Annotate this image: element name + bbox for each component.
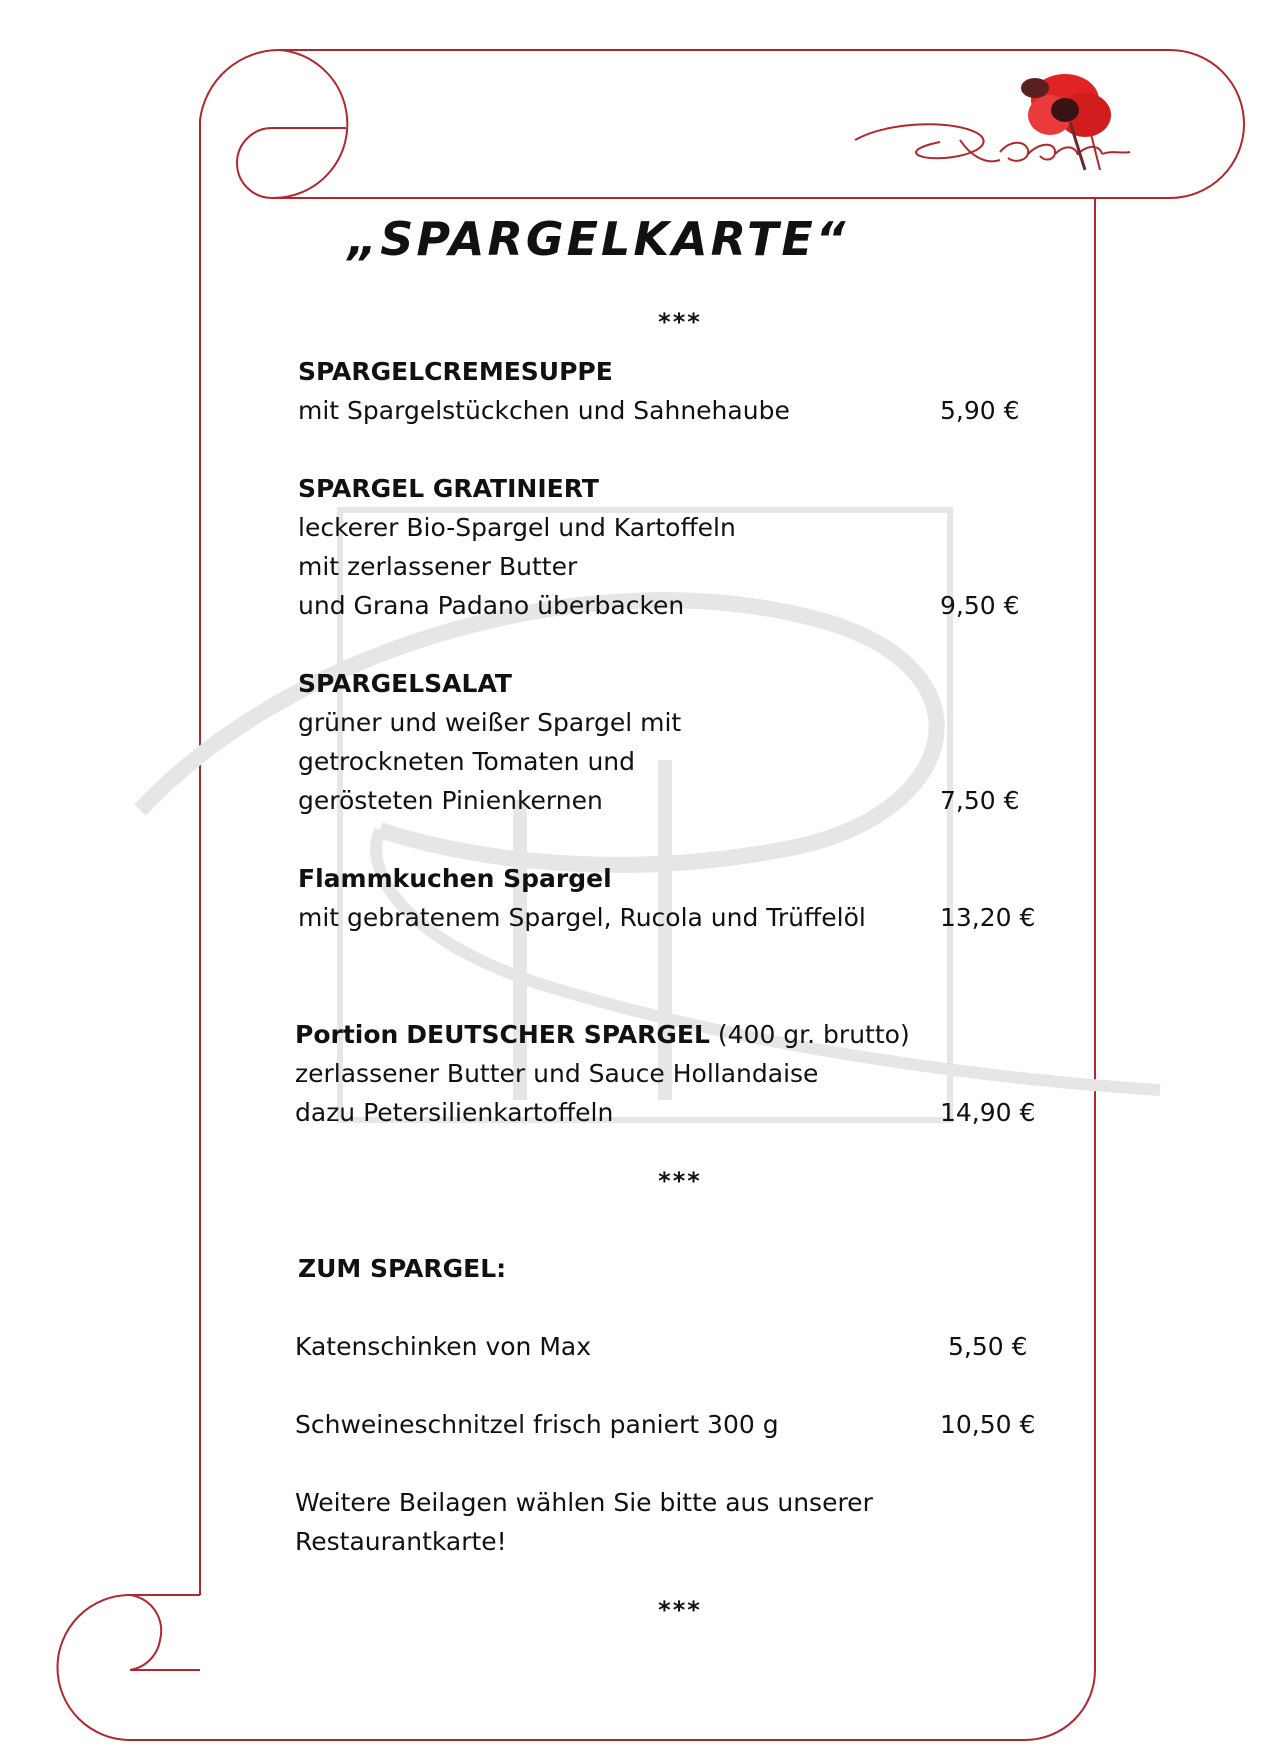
menu-item-name: SPARGELSALAT [298, 669, 512, 698]
menu-item-description: zerlassener Butter und Sauce Hollandaise [295, 1059, 819, 1088]
sides-note [295, 1483, 873, 1561]
menu-item-description: mit zerlassener Butter [298, 552, 578, 581]
menu-item-description: dazu Petersilienkartoffeln [295, 1098, 614, 1127]
menu-item-price: 13,20 € [940, 903, 1036, 932]
side-item-price: 5,50 € [948, 1332, 1028, 1361]
menu-item-description: mit Spargelstückchen und Sahnehaube [298, 396, 790, 425]
side-item-price: 10,50 € [940, 1410, 1036, 1439]
menu-item-description: getrockneten Tomaten und [298, 747, 636, 776]
menu-item-name: SPARGEL GRATINIERT [298, 474, 599, 503]
sides-heading: ZUM SPARGEL: [298, 1254, 507, 1283]
menu-item-name: SPARGELCREMESUPPE [298, 357, 613, 386]
separator-top: *** [658, 308, 702, 336]
separator-bottom: *** [658, 1596, 702, 1624]
menu-item-description: leckerer Bio-Spargel und Kartoffeln [298, 513, 736, 542]
menu-item-price: 7,50 € [940, 786, 1020, 815]
menu-item-price: 14,90 € [940, 1098, 1036, 1127]
menu-item-description: gerösteten Pinienkernen [298, 786, 603, 815]
portion-weight: (400 gr. brutto) [717, 1020, 910, 1049]
menu-title: „SPARGELKARTE“ [347, 212, 849, 266]
portion-title [295, 1015, 1075, 1054]
menu-item-price: 9,50 € [940, 591, 1020, 620]
sides-note-line: Weitere Beilagen wählen Sie bitte aus unserer [295, 1488, 873, 1517]
menu-item-description: und Grana Padano überbacken [298, 591, 685, 620]
side-item-label: Schweineschnitzel frisch paniert 300 g [295, 1410, 779, 1439]
menu-item-description: mit gebratenem Spargel, Rucola und Trüffelöl [298, 903, 866, 932]
portion-name: DEUTSCHER SPARGEL [406, 1020, 710, 1049]
sides-note-line: Restaurantkarte! [295, 1527, 507, 1556]
separator-middle: *** [658, 1167, 702, 1195]
menu-item-description: grüner und weißer Spargel mit [298, 708, 682, 737]
rosa-logo [850, 60, 1160, 200]
menu-item-price: 5,90 € [940, 396, 1020, 425]
menu-item-name: Flammkuchen Spargel [298, 864, 612, 893]
portion-prefix: Portion [295, 1020, 399, 1049]
side-item-label: Katenschinken von Max [295, 1332, 592, 1361]
